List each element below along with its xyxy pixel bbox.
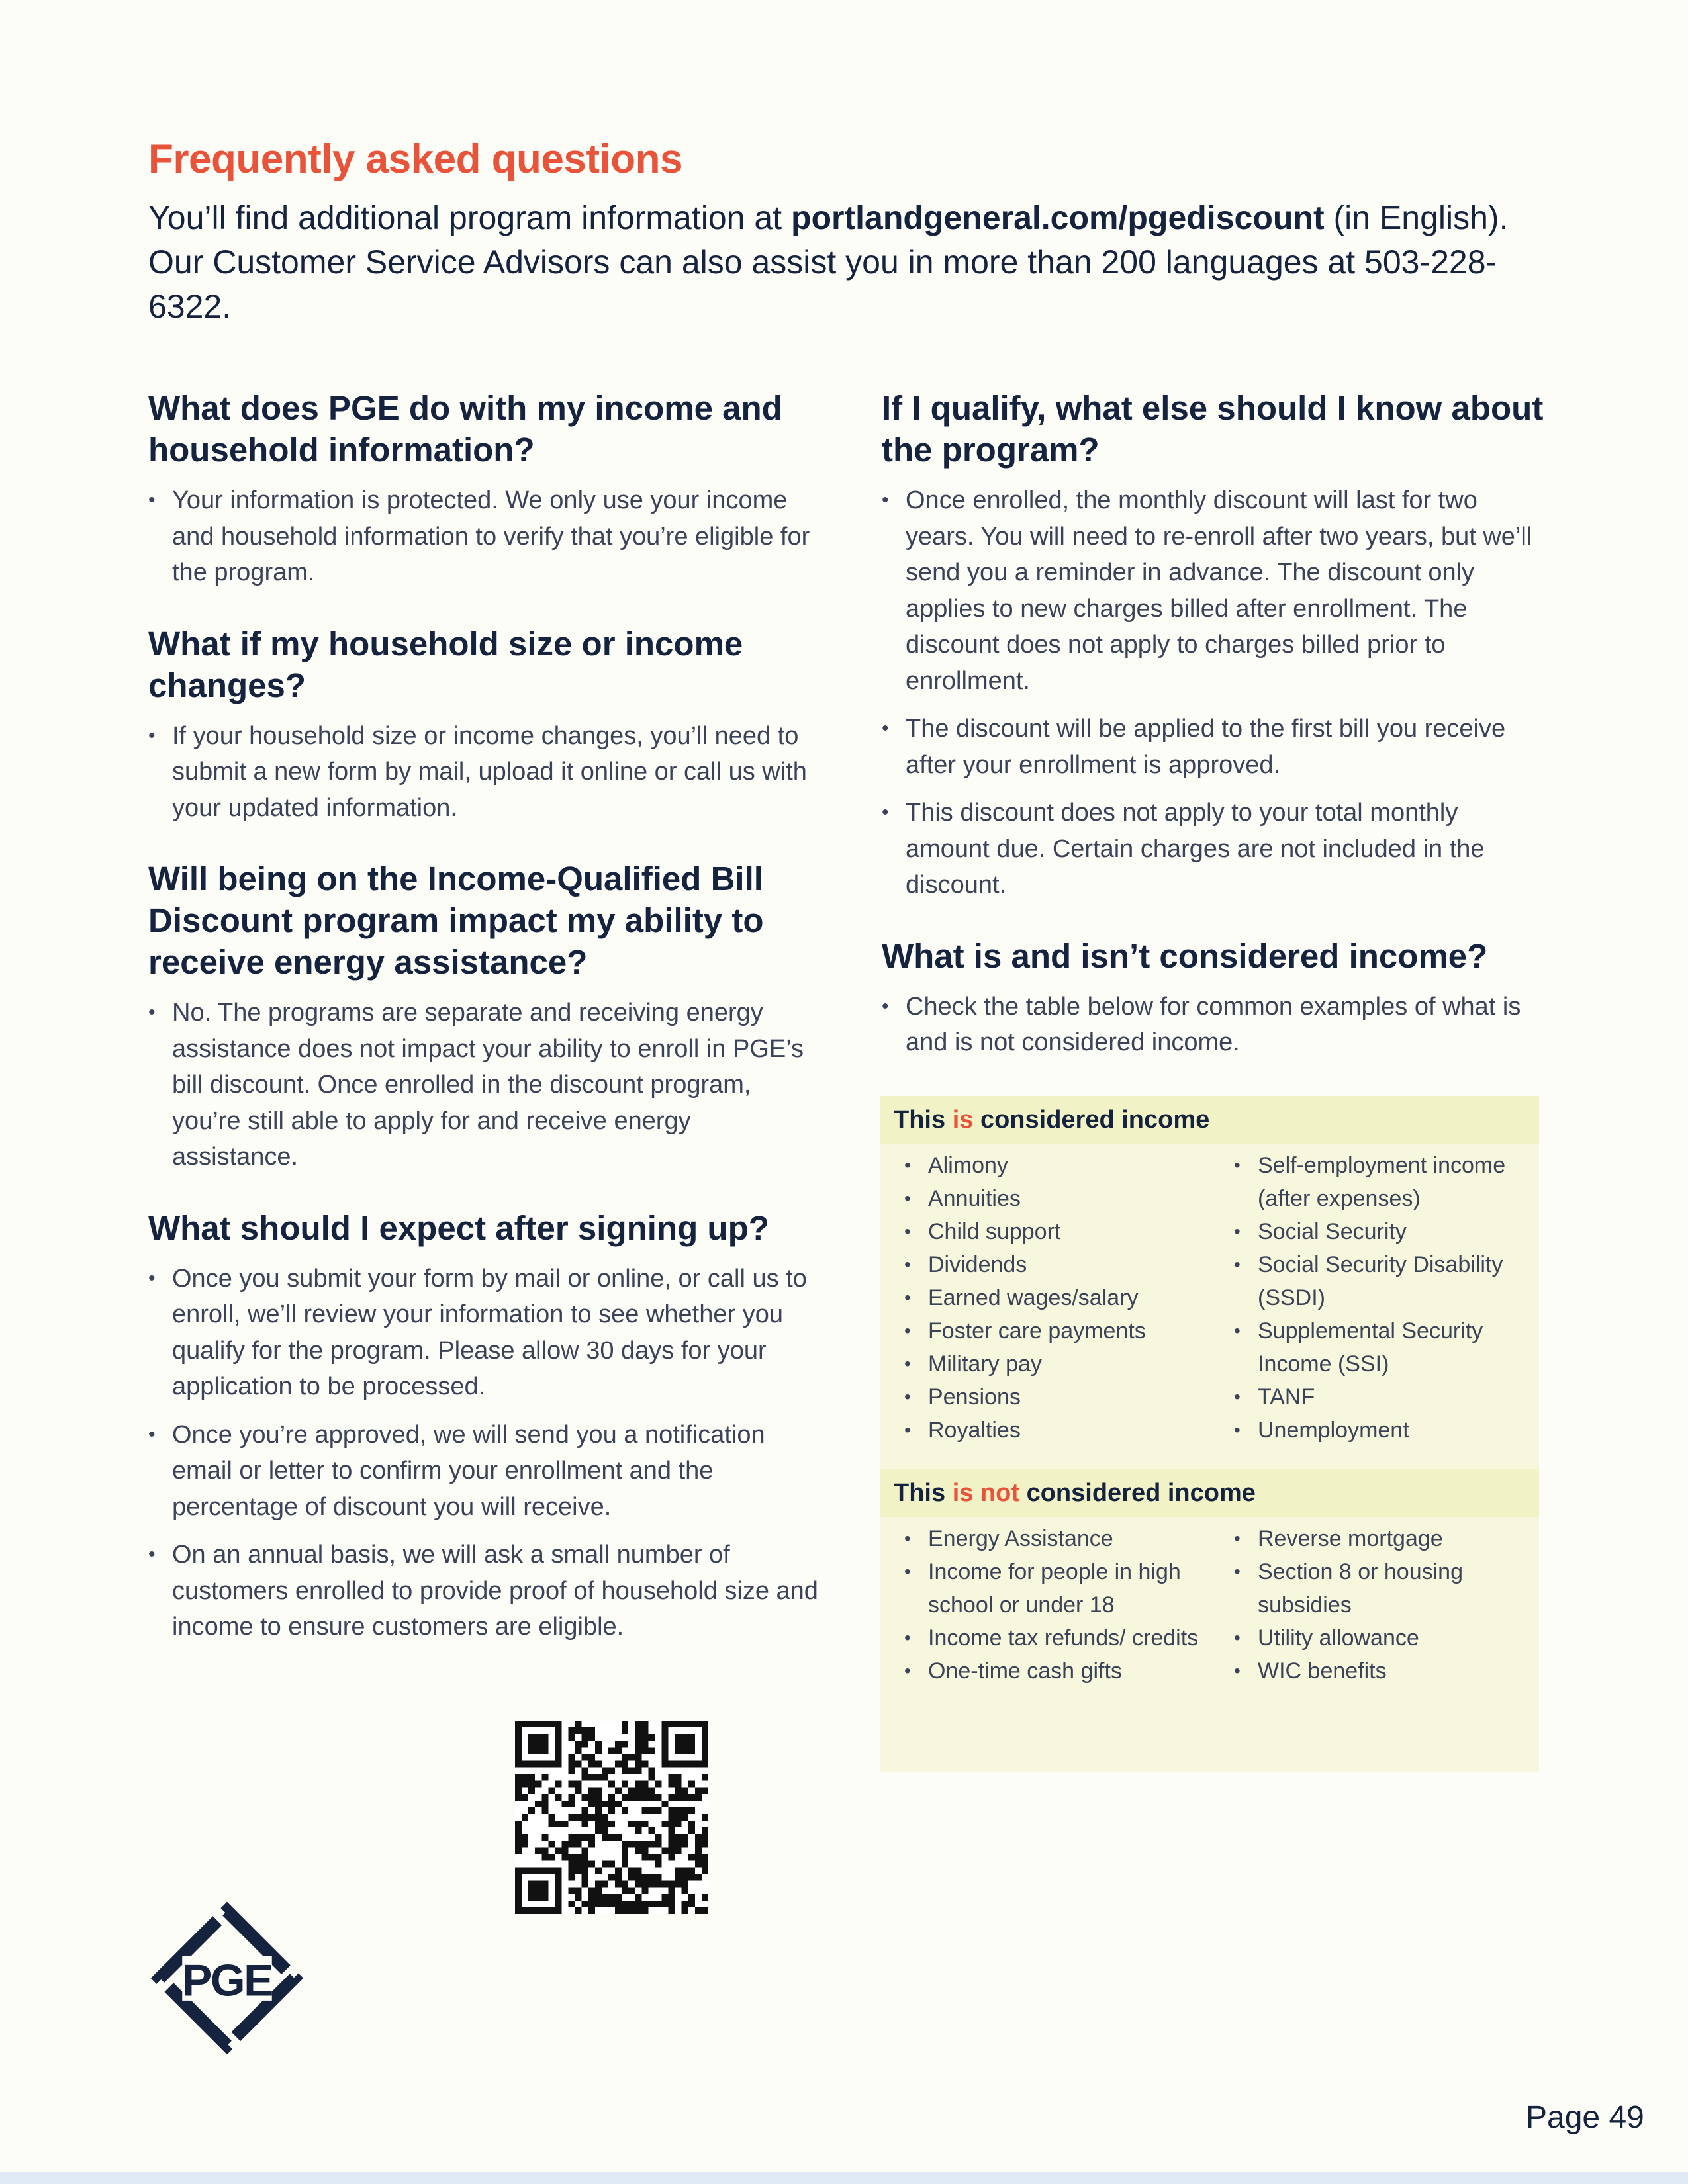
income-list-item: • TANF xyxy=(1234,1381,1525,1414)
intro-text-before: You’ll find additional program information at xyxy=(148,199,791,236)
income-list-item: • Earned wages/salary xyxy=(904,1281,1222,1314)
faq-question-program-details: If I qualify, what else should I know about the program? xyxy=(882,389,1544,469)
income-list-item: • Energy Assistance xyxy=(904,1522,1222,1555)
income-list-item: • Reverse mortgage xyxy=(1234,1522,1525,1555)
income-list-item: • Military pay xyxy=(904,1347,1222,1381)
income-list-item: • Self-employment income (after expenses) xyxy=(1234,1149,1525,1215)
faq-left-column xyxy=(148,387,823,1657)
income-list-item: • Income tax refunds/ credits xyxy=(904,1621,1222,1655)
income-list-item: • One-time cash gifts xyxy=(904,1655,1222,1688)
faq-answer-list xyxy=(148,718,823,827)
faq-answer-list xyxy=(882,989,1544,1061)
income-is-header xyxy=(880,1096,1539,1144)
faq-question-after-signup: What should I expect after signing up? xyxy=(148,1208,769,1247)
intro-paragraph xyxy=(148,196,1538,329)
faq-question-considered-income: What is and isn’t considered income? xyxy=(882,936,1488,975)
header-highlight: is xyxy=(952,1106,974,1134)
page-title: Frequently asked questions xyxy=(148,136,682,182)
faq-question-income-info: What does PGE do with my income and household information? xyxy=(148,389,782,469)
faq-answer-item: • If your household size or income changes, you’ll need to submit a new form by mail, upload it online or call us with your updated information. xyxy=(148,718,823,827)
qr-code[interactable] xyxy=(515,1721,708,1914)
pge-logo xyxy=(147,1898,307,2058)
income-list-item: • Unemployment xyxy=(1234,1414,1525,1447)
faq-question-household-change: What if my household size or income changes? xyxy=(148,624,743,704)
page-number: Page 49 xyxy=(1526,2100,1644,2135)
income-list-item: • WIC benefits xyxy=(1234,1655,1525,1688)
logo-text: PGE xyxy=(182,1956,272,2006)
header-text: This xyxy=(894,1106,953,1134)
income-list-item: • Income for people in high school or under 18 xyxy=(904,1555,1222,1621)
faq-question-energy-assistance: Will being on the Income-Qualified Bill Discount program impact my ability to receive energy assistance? xyxy=(148,860,764,981)
header-text: considered income xyxy=(1019,1479,1256,1507)
income-not-list-a xyxy=(904,1522,1222,1688)
faq-answer-item: • Once you submit your form by mail or online, or call us to enroll, we’ll review your information to see whether you qualify for the program. Please allow 30 days for your application to be processed. xyxy=(148,1261,823,1405)
income-list-item: • Foster care payments xyxy=(904,1314,1222,1347)
income-table xyxy=(880,1096,1539,1772)
income-list-item: • Social Security Disability (SSDI) xyxy=(1234,1248,1525,1314)
faq-answer-list xyxy=(148,1261,823,1645)
income-list-item: • Utility allowance xyxy=(1234,1621,1525,1655)
header-highlight: is not xyxy=(952,1479,1020,1507)
faq-answer-item: • On an annual basis, we will ask a small number of customers enrolled to provide proof of household size and income to ensure customers are eligible. xyxy=(148,1537,823,1645)
faq-answer-list xyxy=(148,482,823,591)
faq-answer-list xyxy=(882,482,1544,903)
faq-answer-item: • The discount will be applied to the first bill you receive after your enrollment is approved. xyxy=(882,711,1544,783)
income-list-item: • Royalties xyxy=(904,1414,1222,1447)
income-list-item: • Alimony xyxy=(904,1149,1222,1182)
header-text: This xyxy=(894,1479,953,1507)
income-not-header xyxy=(880,1469,1539,1517)
header-text: considered income xyxy=(973,1106,1210,1134)
faq-answer-item: • Check the table below for common examples of what is and is not considered income. xyxy=(882,989,1544,1061)
faq-right-column xyxy=(882,387,1544,1073)
bottom-strip xyxy=(0,2172,1688,2184)
income-list-item: • Supplemental Security Income (SSI) xyxy=(1234,1314,1525,1381)
income-not-body xyxy=(880,1517,1539,1688)
income-list-item: • Child support xyxy=(904,1215,1222,1248)
income-list-item: • Social Security xyxy=(1234,1215,1525,1248)
faq-answer-item: • Once enrolled, the monthly discount will last for two years. You will need to re-enroll after two years, but we’ll send you a reminder in advance. The discount only applies to new charges billed after enrollment. The discount does not apply to charges billed prior to enrollment. xyxy=(882,482,1544,699)
income-list-item: • Annuities xyxy=(904,1182,1222,1215)
income-list-item: • Section 8 or housing subsidies xyxy=(1234,1555,1525,1621)
faq-answer-item: • Your information is protected. We only use your income and household information to verify that you’re eligible for the program. xyxy=(148,482,823,591)
income-list-item: • Pensions xyxy=(904,1381,1222,1414)
income-is-list-a xyxy=(904,1149,1222,1447)
faq-answer-item: • Once you’re approved, we will send you a notification email or letter to confirm your enrollment and the percentage of discount you will receive. xyxy=(148,1417,823,1525)
income-is-list-b xyxy=(1234,1149,1525,1447)
income-is-body xyxy=(880,1144,1539,1447)
intro-text-after: (in English). Our Customer Service Advisors can also assist you in more than 200 languages at 503-228-6322. xyxy=(148,199,1509,325)
income-not-list-b xyxy=(1234,1522,1525,1688)
faq-answer-item: • No. The programs are separate and receiving energy assistance does not impact your ability to enroll in PGE’s bill discount. Once enrolled in the discount program, you’re still able to apply for and receive energy assistance. xyxy=(148,995,823,1175)
program-url-link[interactable]: portlandgeneral.com/pgediscount xyxy=(790,199,1325,236)
faq-answer-item: • This discount does not apply to your total monthly amount due. Certain charges are not included in the discount. xyxy=(882,795,1544,903)
faq-answer-list xyxy=(148,995,823,1175)
income-list-item: • Dividends xyxy=(904,1248,1222,1281)
